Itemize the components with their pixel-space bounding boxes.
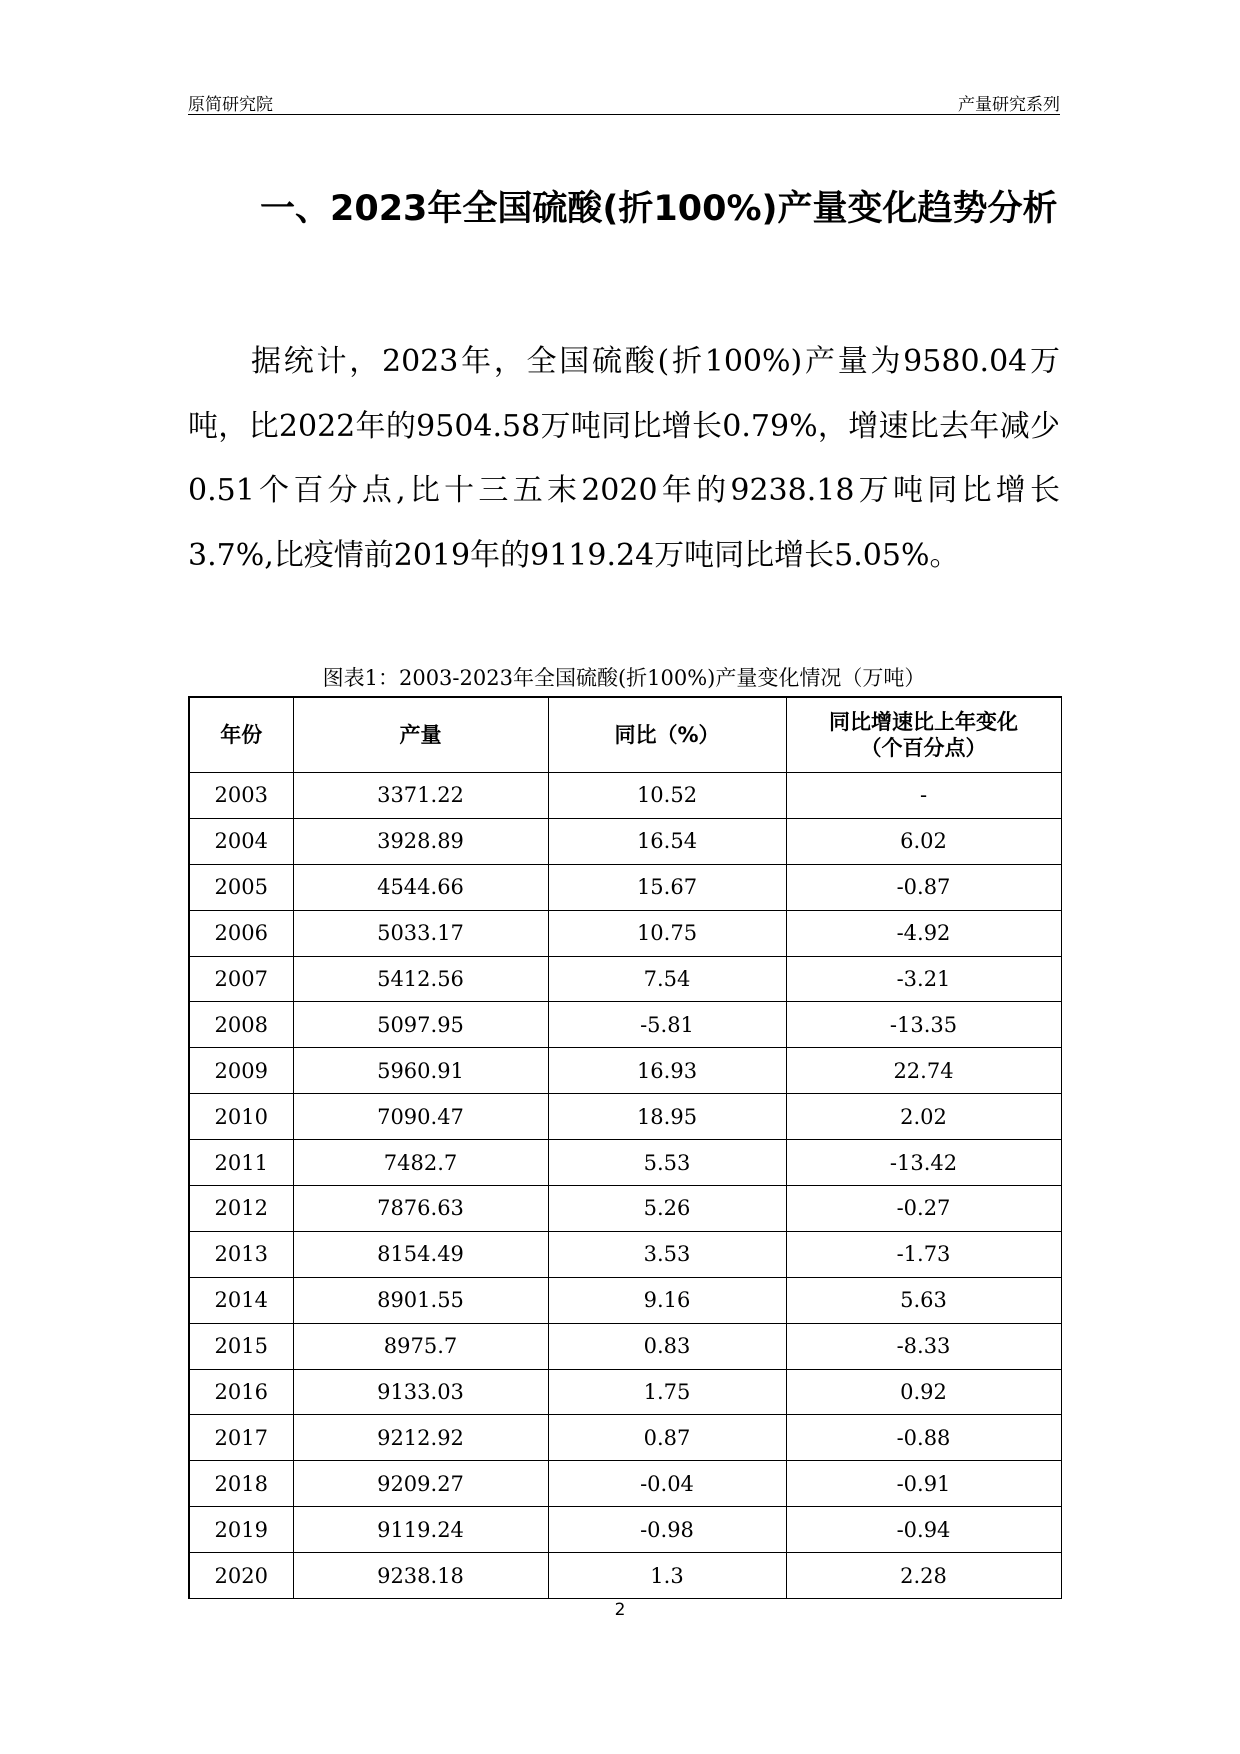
header-series: 产量研究系列 [958,95,1060,115]
section-title: 一、2023年全国硫酸(折100%)产量变化趋势分析 [260,189,1058,229]
output-cell: 7090.47 [293,1094,548,1140]
table-row [189,1277,1061,1323]
yoy-cell: -0.04 [548,1461,786,1507]
output-cell: 9133.03 [293,1369,548,1415]
year-cell: 2012 [189,1186,293,1232]
output-cell: 8154.49 [293,1231,548,1277]
year-cell: 2003 [189,773,293,819]
output-cell: 5097.95 [293,1002,548,1048]
table-row [189,1094,1061,1140]
table-row [189,864,1061,910]
output-cell: 8975.7 [293,1323,548,1369]
output-cell: 5033.17 [293,910,548,956]
table-row [189,1323,1061,1369]
header-year: 年份 [189,697,293,773]
yoy-change-cell: 6.02 [786,818,1061,864]
table-body [189,773,1061,1599]
year-cell: 2009 [189,1048,293,1094]
yoy-change-cell: 0.92 [786,1369,1061,1415]
yoy-cell: 3.53 [548,1231,786,1277]
year-cell: 2015 [189,1323,293,1369]
output-cell: 4544.66 [293,864,548,910]
table-row [189,956,1061,1002]
table-row [189,1002,1061,1048]
yoy-cell: 5.26 [548,1186,786,1232]
year-cell: 2011 [189,1140,293,1186]
year-cell: 2014 [189,1277,293,1323]
yoy-cell: 16.54 [548,818,786,864]
yoy-cell: 1.3 [548,1553,786,1599]
table-row [189,910,1061,956]
output-cell: 9212.92 [293,1415,548,1461]
table-row [189,1369,1061,1415]
table-caption: 图表1：2003-2023年全国硫酸(折100%)产量变化情况（万吨） [322,666,926,690]
header-yoy: 同比（%） [548,697,786,773]
yoy-cell: 0.83 [548,1323,786,1369]
table-row [189,1461,1061,1507]
yoy-change-cell: -0.87 [786,864,1061,910]
output-cell: 9119.24 [293,1507,548,1553]
production-table [188,696,1062,1599]
yoy-cell: 15.67 [548,864,786,910]
page-header [188,88,1060,115]
year-cell: 2017 [189,1415,293,1461]
header-organization: 原简研究院 [188,95,273,115]
yoy-change-cell: -1.73 [786,1231,1061,1277]
yoy-change-cell: -13.42 [786,1140,1061,1186]
year-cell: 2016 [189,1369,293,1415]
year-cell: 2004 [189,818,293,864]
table-row [189,1186,1061,1232]
output-cell: 9209.27 [293,1461,548,1507]
table-row [189,1231,1061,1277]
yoy-cell: 7.54 [548,956,786,1002]
year-cell: 2020 [189,1553,293,1599]
table-row [189,1507,1061,1553]
yoy-cell: -5.81 [548,1002,786,1048]
body-paragraph: 据统计，2023年，全国硫酸(折100%)产量为9580.04万吨，比2022年的9504.58万吨同比增长0.79%，增速比去年减少0.51个百分点,比十三五末2020年的9238.18万吨同比增长3.7%,比疫情前2019年的9119.24万吨同比增长5.05%。 [188,344,1060,573]
yoy-change-cell: 2.02 [786,1094,1061,1140]
output-cell: 7482.7 [293,1140,548,1186]
output-cell: 9238.18 [293,1553,548,1599]
output-cell: 7876.63 [293,1186,548,1232]
output-cell: 5412.56 [293,956,548,1002]
yoy-change-cell: -0.94 [786,1507,1061,1553]
year-cell: 2010 [189,1094,293,1140]
yoy-change-cell: -0.27 [786,1186,1061,1232]
table-row [189,1415,1061,1461]
yoy-cell: 18.95 [548,1094,786,1140]
yoy-cell: -0.98 [548,1507,786,1553]
yoy-change-cell: 2.28 [786,1553,1061,1599]
page-number: 2 [614,1600,626,1620]
yoy-change-cell: -8.33 [786,1323,1061,1369]
yoy-change-cell: -13.35 [786,1002,1061,1048]
output-cell: 3928.89 [293,818,548,864]
table-row [189,818,1061,864]
table-row [189,1140,1061,1186]
yoy-cell: 5.53 [548,1140,786,1186]
yoy-change-cell: -0.91 [786,1461,1061,1507]
table-row [189,1048,1061,1094]
yoy-change-cell: -3.21 [786,956,1061,1002]
yoy-cell: 0.87 [548,1415,786,1461]
yoy-change-cell: -0.88 [786,1415,1061,1461]
yoy-cell: 10.52 [548,773,786,819]
year-cell: 2005 [189,864,293,910]
output-cell: 5960.91 [293,1048,548,1094]
yoy-change-cell: - [786,773,1061,819]
table-row [189,1553,1061,1599]
year-cell: 2008 [189,1002,293,1048]
table-header-row [189,697,1061,773]
year-cell: 2013 [189,1231,293,1277]
yoy-cell: 16.93 [548,1048,786,1094]
yoy-cell: 9.16 [548,1277,786,1323]
table-row [189,773,1061,819]
yoy-change-cell: -4.92 [786,910,1061,956]
output-cell: 8901.55 [293,1277,548,1323]
header-yoy-change: 同比增速比上年变化（个百分点） [786,697,1061,773]
yoy-cell: 10.75 [548,910,786,956]
yoy-change-cell: 22.74 [786,1048,1061,1094]
yoy-change-cell: 5.63 [786,1277,1061,1323]
header-output: 产量 [293,697,548,773]
year-cell: 2006 [189,910,293,956]
output-cell: 3371.22 [293,773,548,819]
year-cell: 2018 [189,1461,293,1507]
year-cell: 2007 [189,956,293,1002]
year-cell: 2019 [189,1507,293,1553]
yoy-cell: 1.75 [548,1369,786,1415]
